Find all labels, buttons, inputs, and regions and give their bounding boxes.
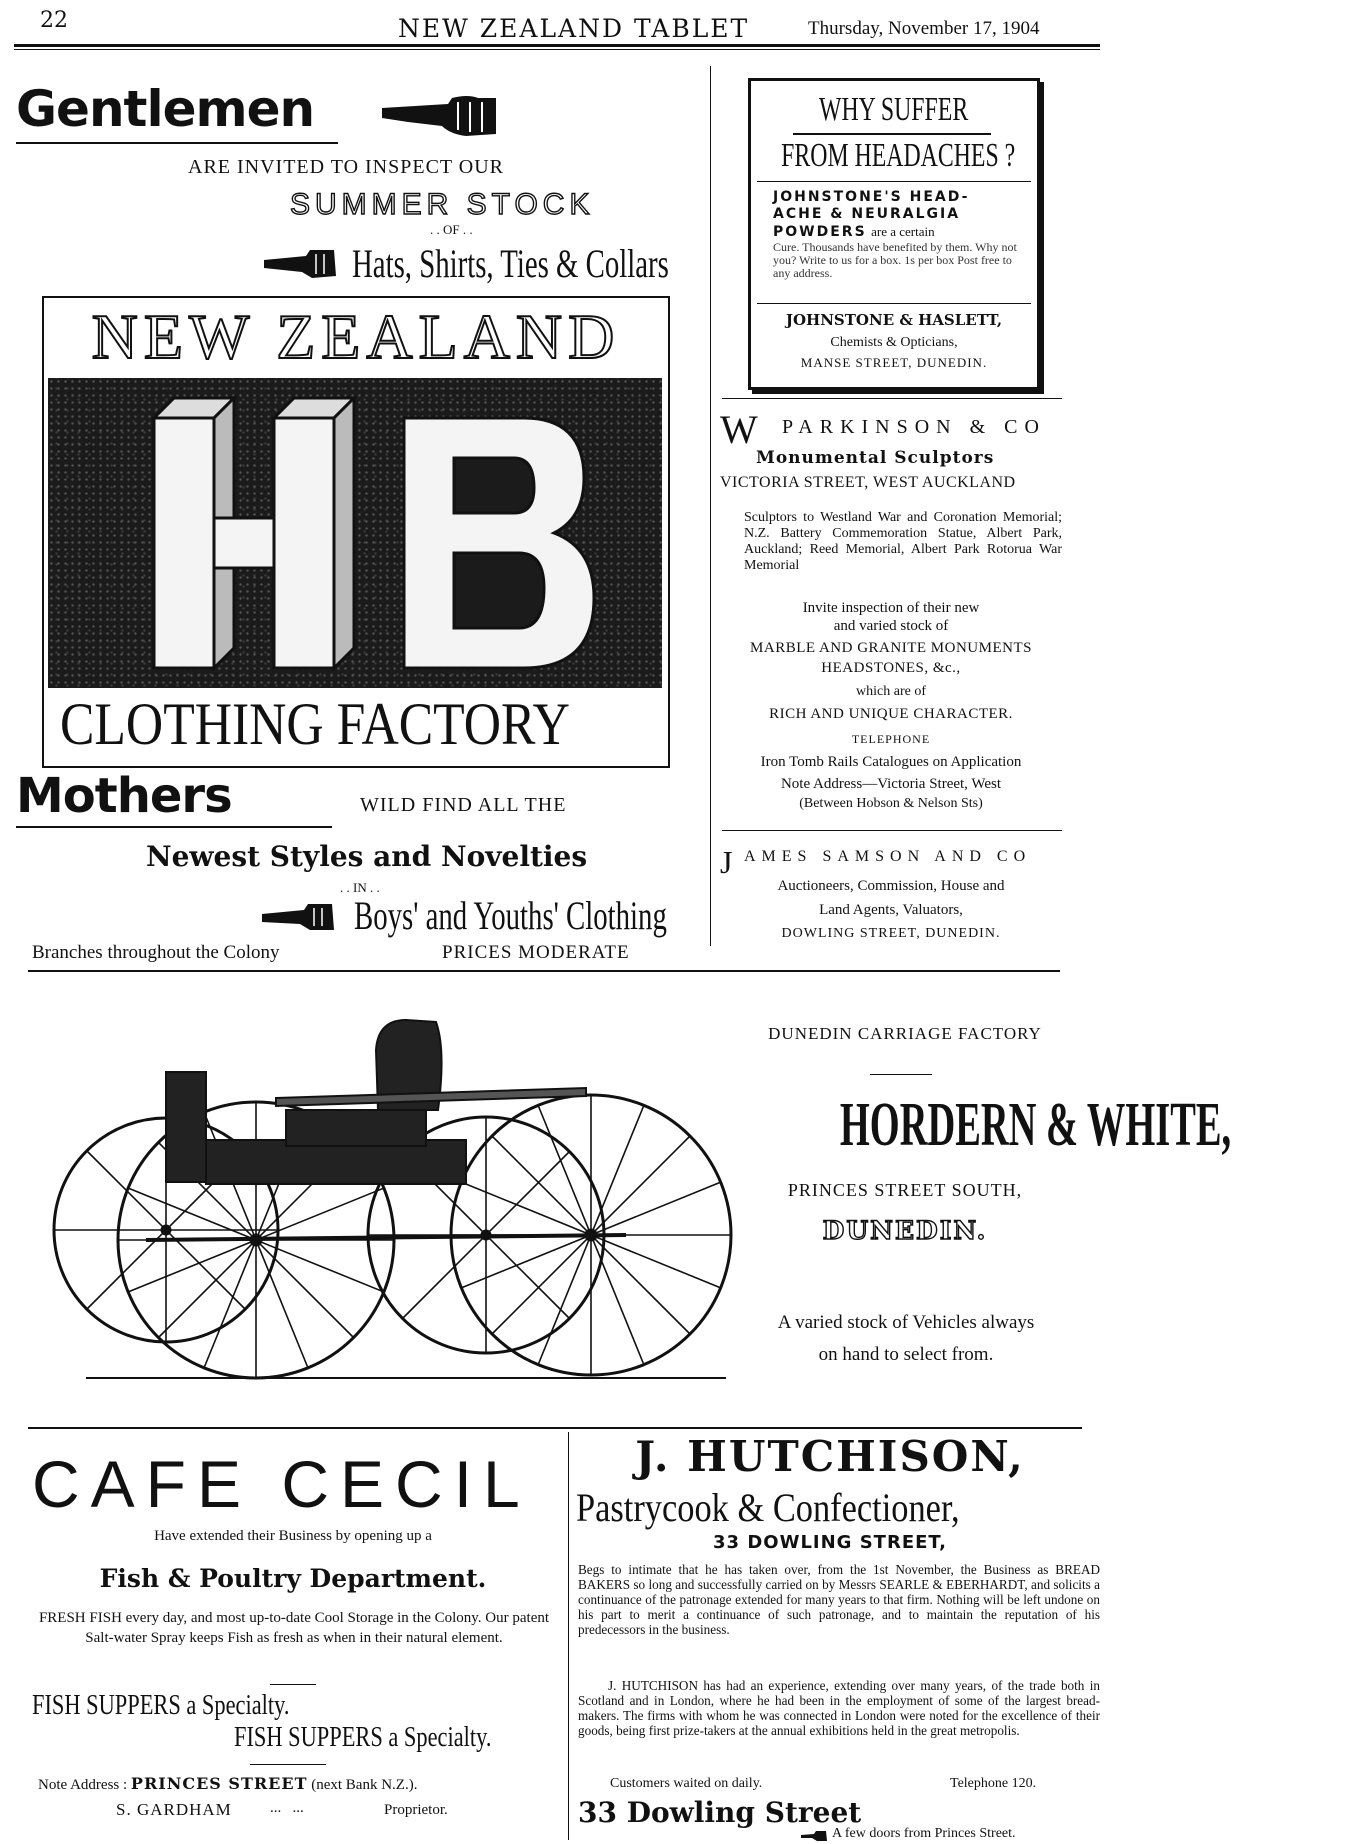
newspaper-title: NEW ZEALAND TABLET <box>398 14 750 43</box>
hutchison-waited: Customers waited on daily. <box>610 1776 763 1791</box>
carriage-illustration-icon <box>26 1010 746 1390</box>
cafe-extended-text: Have extended their Business by opening up a <box>154 1528 432 1544</box>
section-rule <box>28 970 1060 972</box>
mothers-heading: Mothers <box>16 768 232 824</box>
cafe-note-address: Note Address : PRINCES STREET (next Bank N.Z.). <box>38 1774 418 1793</box>
samson-line-1: Auctioneers, Commission, House and <box>777 878 1005 894</box>
parkinson-initial: W <box>720 407 758 452</box>
logo-top-text: NEW ZEALAND <box>91 301 621 372</box>
boys-line: Boys' and Youths' Clothing <box>354 893 667 938</box>
headache-body: JOHNSTONE'S HEAD-ACHE & NEURALGIA POWDERS are a certain Cure. Thousands have benefited by them. Why not you? Write to us for a box. 1s per box Post free to any address. <box>773 189 1017 280</box>
parkinson-marble-1: MARBLE AND GRANITE MONUMENTS <box>750 640 1032 656</box>
hutchison-big-address: 33 Dowling Street <box>578 1796 862 1829</box>
parkinson-iron: Iron Tomb Rails Catalogues on Application <box>760 754 1022 770</box>
headache-firm: JOHNSTONE & HASLETT, <box>785 311 1003 329</box>
parkinson-note: Note Address—Victoria Street, West <box>780 776 1002 792</box>
carriage-stock-2: on hand to select from. <box>818 1344 994 1365</box>
pointing-hand-icon <box>260 902 336 932</box>
branches-text: Branches throughout the Colony <box>32 942 280 963</box>
carriage-street: PRINCES STREET SOUTH, <box>787 1180 1023 1200</box>
cafe-proprietor-label: Proprietor. <box>384 1802 448 1818</box>
column-rule <box>710 66 711 946</box>
section-rule <box>28 1427 1082 1429</box>
parkinson-name: PARKINSON & CO <box>782 416 1046 438</box>
page-number: 22 <box>40 8 68 33</box>
hutchison-para-1: Begs to intimate that he has taken over, from the 1st November, the Business as BREAD BAKERS so long and successfully carried on by Messrs SEARLE & EBERHARDT, and solicits a continuance of the patronage extended for many years to that firm. Nothing will be left undone on his part to merit a continuance of such patronage, and to maintain the reputation of his predecessors in the business. <box>578 1562 1100 1637</box>
headache-title-2: FROM HEADACHES ? <box>781 137 1016 174</box>
gentlemen-heading: Gentlemen <box>16 80 315 138</box>
samson-line-2: Land Agents, Valuators, <box>819 902 963 918</box>
pointing-hand-icon <box>800 1830 828 1842</box>
carriage-factory-text: DUNEDIN CARRIAGE FACTORY <box>768 1024 1042 1043</box>
cafe-body: FRESH FISH every day, and most up-to-date Cool Storage in the Colony. Our patent Salt-water Spray keeps Fish as fresh as when in their natural element. <box>38 1610 550 1646</box>
carriage-firm-heading: HORDERN & WHITE, <box>839 1091 1232 1159</box>
cafe-dots: ... ... <box>270 1800 304 1816</box>
of-text: . . OF . . <box>430 222 473 237</box>
column-rule <box>568 1432 569 1840</box>
logo-bottom-text: CLOTHING FACTORY <box>59 691 570 757</box>
cafe-name-heading: CAFE CECIL <box>32 1447 531 1521</box>
cafe-proprietor-name: S. GARDHAM <box>116 1800 232 1819</box>
header-rule <box>14 44 1100 47</box>
hutchison-para-2: J. HUTCHISON has had an experience, extending over many years, of the trade both in Scotland and in London, where he had been in the employment of some of the largest bread-makers. The firms with whom he was connected in London were noted for the excellence of their goods, being first prize-takers at the annual exhibitions held in the great metropolis. <box>578 1678 1100 1738</box>
parkinson-body: Sculptors to Westland War and Coronation Memorial; N.Z. Battery Commemoration Statue, Albert Park, Auckland; Reed Memorial, Albert Park Rotorua War Memorial <box>744 510 1062 573</box>
pointing-hand-icon <box>262 246 338 280</box>
carriage-stock-1: A varied stock of Vehicles always <box>777 1312 1035 1333</box>
logo-letters-label <box>44 298 46 299</box>
parkinson-between: (Between Hobson & Nelson Sts) <box>799 796 983 811</box>
newest-heading: Newest Styles and Novelties <box>146 840 588 873</box>
parkinson-street: VICTORIA STREET, WEST AUCKLAND <box>720 474 1016 491</box>
carriage-city: DUNEDIN. <box>822 1216 988 1245</box>
invited-text: ARE INVITED TO INSPECT OUR <box>188 156 505 178</box>
headache-title-1: WHY SUFFER <box>819 91 969 128</box>
hb-logo <box>42 296 670 768</box>
cafe-suppers-1: FISH SUPPERS a Specialty. <box>32 1690 290 1721</box>
hb-letters-icon <box>114 378 634 698</box>
hats-line: Hats, Shirts, Ties & Collars <box>352 241 669 286</box>
will-find-text: WILD FIND ALL THE <box>360 794 567 816</box>
parkinson-invite-2: and varied stock of <box>833 618 949 634</box>
summer-stock-heading: SUMMER STOCK <box>290 188 595 221</box>
pointing-hand-icon <box>378 90 500 140</box>
hutchison-name-heading: J. HUTCHISON, <box>635 1432 1025 1481</box>
hutchison-telephone: Telephone 120. <box>950 1776 1037 1791</box>
headache-ad <box>748 78 1040 390</box>
in-text: . . IN . . <box>340 880 380 895</box>
prices-text: PRICES MODERATE <box>442 942 630 963</box>
samson-initial: J <box>720 844 733 880</box>
hutchison-address: 33 DOWLING STREET, <box>713 1532 947 1553</box>
issue-date: Thursday, November 17, 1904 <box>808 18 1040 39</box>
headache-address: MANSE STREET, DUNEDIN. <box>800 355 988 370</box>
samson-name: AMES SAMSON AND CO <box>744 848 1032 865</box>
parkinson-telephone: TELEPHONE <box>851 732 931 746</box>
headache-trade: Chemists & Opticians, <box>830 335 958 350</box>
samson-address: DOWLING STREET, DUNEDIN. <box>781 926 1001 941</box>
hutchison-few-doors: A few doors from Princes Street. <box>832 1826 1016 1841</box>
cafe-suppers-2: FISH SUPPERS a Specialty. <box>234 1722 492 1753</box>
parkinson-which: which are of <box>856 684 926 699</box>
cafe-department-heading: Fish & Poultry Department. <box>99 1564 487 1593</box>
parkinson-sub: Monumental Sculptors <box>756 448 995 468</box>
parkinson-rich: RICH AND UNIQUE CHARACTER. <box>769 706 1013 722</box>
parkinson-invite-1: Invite inspection of their new <box>802 600 980 616</box>
parkinson-marble-2: HEADSTONES, &c., <box>821 660 961 676</box>
hutchison-trade-heading: Pastrycook & Confectioner, <box>576 1485 960 1530</box>
